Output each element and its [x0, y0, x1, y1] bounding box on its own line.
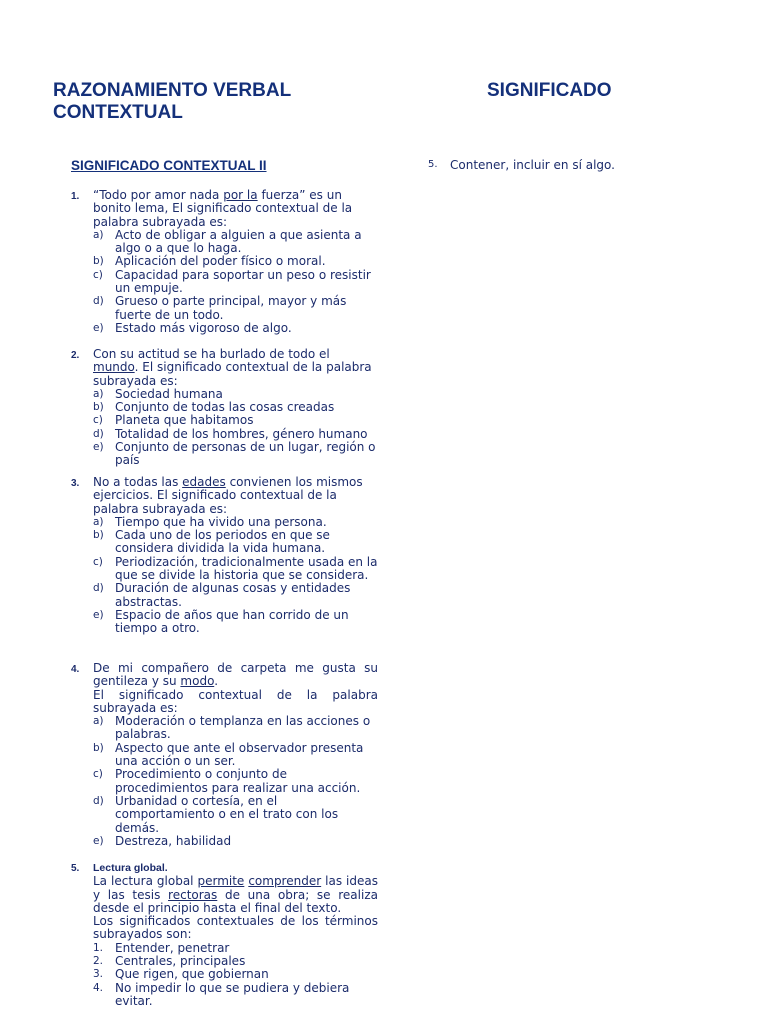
option-item — [93, 955, 378, 968]
option-item — [93, 795, 378, 835]
options-list — [71, 388, 378, 468]
option-label: 1. — [93, 941, 104, 954]
page-title: RAZONAMIENTO VERBAL CONTEXTUAL — [53, 80, 291, 123]
question-text: Lectura global. La lectura global permite comprender las ideas y las tesis rectoras de una obra; se realiza desde el principio hasta el final del texto. Los significados contextuales de los términos subrayados son: — [93, 862, 378, 942]
option-text: Estado más vigoroso de algo. — [115, 320, 292, 335]
option-label: b) — [93, 529, 104, 542]
option-label: c) — [93, 555, 103, 568]
option-label: a) — [93, 228, 104, 241]
option-item — [93, 529, 378, 556]
item-text: Contener, incluir en sí algo. — [450, 158, 615, 172]
options-list — [71, 715, 378, 848]
option-item — [93, 556, 378, 583]
option-text: Cada uno de los periodos en que se considera dividida la vida humana. — [115, 528, 330, 556]
option-label: e) — [93, 321, 104, 334]
option-label: 2. — [93, 955, 104, 968]
option-text: Sociedad humana — [115, 386, 223, 401]
question-text: “Todo por amor nada por la fuerza” es un bonito lema, El significado contextual de la palabra subrayada es: — [93, 188, 353, 229]
option-item — [93, 968, 378, 981]
option-label: d) — [93, 794, 104, 807]
option-item — [93, 982, 378, 1009]
question-number: 1. — [71, 191, 80, 202]
option-label: b) — [93, 741, 104, 754]
underlined-term: por la — [223, 188, 258, 202]
option-text: Grueso o parte principal, mayor y más fuerte de un todo. — [115, 294, 347, 322]
option-item — [93, 295, 378, 322]
option-text: Aplicación del poder físico o moral. — [115, 254, 326, 269]
option-text: Espacio de años que han corrido de un tiempo a otro. — [115, 607, 349, 636]
option-item — [93, 428, 378, 441]
question-heading: Lectura global. — [93, 862, 168, 874]
option-text: Periodización, tradicionalmente usada en la que se divide la historia que se considera. — [115, 554, 378, 583]
option-text: Aspecto que ante el observador presenta una acción o un ser. — [115, 740, 364, 769]
option-label: b) — [93, 401, 104, 414]
question-number: 2. — [71, 350, 80, 361]
options-list — [71, 942, 378, 1008]
question-text: Con su actitud se ha burlado de todo el mundo. El significado contextual de la palabra subrayada es: — [93, 347, 372, 388]
option-label: e) — [93, 608, 104, 621]
option-item — [93, 441, 378, 468]
options-list — [71, 229, 378, 335]
option-item — [93, 582, 378, 609]
option-label: a) — [93, 715, 104, 728]
option-item — [93, 388, 378, 401]
option-text: Centrales, principales — [115, 954, 246, 969]
option-text: Conjunto de todas las cosas creadas — [115, 400, 335, 415]
option-text: Duración de algunas cosas y entidades abstractas. — [115, 581, 351, 609]
question-2 — [71, 348, 378, 468]
underlined-term: rectoras — [168, 887, 218, 902]
option-label: e) — [93, 441, 104, 454]
underlined-term: modo — [180, 674, 215, 689]
option-label: e) — [93, 834, 104, 847]
option-text: Que rigen, que gobiernan — [115, 967, 269, 982]
option-text: Procedimiento o conjunto de procedimientos para realizar una acción. — [115, 767, 361, 795]
question-1 — [71, 189, 378, 335]
right-column-item — [428, 158, 615, 172]
option-item — [93, 322, 378, 335]
question-text: De mi compañero de carpeta me gusta su gentileza y su modo. El significado contextual de la palabra subrayada es: — [93, 661, 378, 715]
section-subtitle: SIGNIFICADO CONTEXTUAL II — [71, 158, 267, 173]
option-text: Tiempo que ha vivido una persona. — [115, 514, 327, 529]
option-label: 4. — [93, 981, 104, 994]
option-item — [93, 942, 378, 955]
question-3 — [71, 476, 378, 636]
underlined-term: mundo — [93, 360, 135, 375]
option-item — [93, 229, 378, 256]
underlined-term: comprender — [248, 874, 322, 889]
option-text: Urbanidad o cortesía, en el comportamiento o en el trato con los demás. — [115, 793, 339, 835]
option-item — [93, 609, 378, 636]
option-item — [93, 414, 378, 427]
option-text: Capacidad para soportar un peso o resistir un empuje. — [115, 267, 371, 296]
option-text: Entender, penetrar — [115, 940, 230, 955]
option-item — [93, 742, 378, 769]
underlined-term: permite — [197, 874, 245, 889]
option-label: c) — [93, 268, 103, 281]
option-label: b) — [93, 255, 104, 268]
option-text: Conjunto de personas de un lugar, región o país — [115, 440, 376, 468]
option-label: c) — [93, 414, 103, 427]
option-label: c) — [93, 768, 103, 781]
question-number: 5. — [71, 863, 80, 874]
option-text: No impedir lo que se pudiera y debiera evitar. — [115, 980, 350, 1008]
option-text: Acto de obligar a alguien a que asienta a algo o a que lo haga. — [115, 227, 362, 256]
option-label: 3. — [93, 968, 104, 981]
item-number: 5. — [428, 159, 438, 170]
question-4 — [71, 662, 378, 848]
option-label: a) — [93, 515, 104, 528]
option-item — [93, 401, 378, 414]
question-number: 3. — [71, 478, 80, 489]
option-item — [93, 715, 378, 742]
question-5 — [71, 861, 378, 1008]
question-text: No a todas las edades convienen los mismos ejercicios. El significado contextual de la palabra subrayada es: — [93, 475, 363, 516]
option-item — [93, 269, 378, 296]
option-text: Planeta que habitamos — [115, 413, 254, 428]
option-text: Totalidad de los hombres, género humano — [115, 426, 368, 441]
question-number: 4. — [71, 664, 80, 675]
option-text: Destreza, habilidad — [115, 833, 232, 848]
option-label: d) — [93, 582, 104, 595]
option-item — [93, 768, 378, 795]
option-item — [93, 255, 378, 268]
options-list — [71, 516, 378, 636]
option-label: d) — [93, 295, 104, 308]
underlined-term: edades — [182, 475, 226, 489]
option-text: Moderación o templanza en las acciones o palabras. — [115, 714, 371, 742]
option-label: a) — [93, 387, 104, 400]
option-label: d) — [93, 427, 104, 440]
option-item — [93, 835, 378, 848]
option-item — [93, 516, 378, 529]
topic-title: SIGNIFICADO — [487, 80, 612, 101]
